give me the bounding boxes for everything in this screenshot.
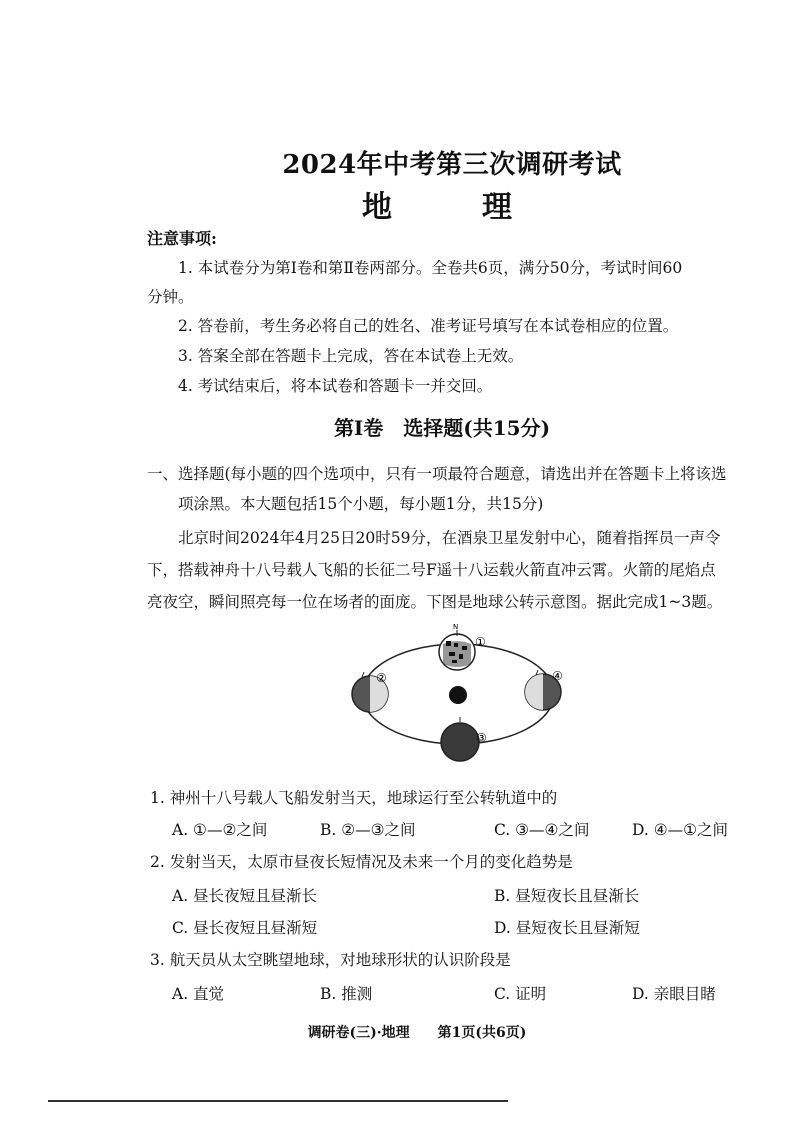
notice-item-4: 4. 考试结束后，将本试卷和答题卡一并交回。 bbox=[178, 377, 493, 395]
earth-position-3 bbox=[441, 717, 487, 761]
position-label-2: ② bbox=[376, 671, 387, 685]
question-3-option-a[interactable]: A. 直觉 bbox=[172, 985, 225, 1003]
question-3-option-d[interactable]: D. 亲眼目睹 bbox=[632, 985, 716, 1003]
passage-line-2: 下，搭载神舟十八号载人飞船的长征二号F遥十八运载火箭直冲云霄。火箭的尾焰点 bbox=[147, 561, 716, 579]
question-2-option-d[interactable]: D. 昼短夜长且昼渐短 bbox=[494, 919, 640, 937]
section-title: 第Ⅰ卷 选择题(共15分) bbox=[333, 416, 551, 440]
earth-position-4 bbox=[525, 669, 563, 710]
notice-item-3: 3. 答案全部在答题卡上完成，答在本试卷上无效。 bbox=[178, 347, 524, 365]
passage-line-3: 亮夜空，瞬间照亮每一位在场者的面庞。下图是地球公转示意图。据此完成1~3题。 bbox=[147, 593, 723, 611]
question-2-option-a[interactable]: A. 昼长夜短且昼渐长 bbox=[172, 887, 318, 905]
position-label-1: ① bbox=[475, 635, 486, 649]
question-1-stem: 1. 神州十八号载人飞船发射当天，地球运行至公转轨道中的 bbox=[150, 789, 558, 807]
question-3-option-c[interactable]: C. 证明 bbox=[494, 985, 547, 1003]
question-2-stem: 2. 发射当天，太原市昼夜长短情况及未来一个月的变化趋势是 bbox=[150, 853, 573, 871]
notice-item-1-line-1: 1. 本试卷分为第Ⅰ卷和第Ⅱ卷两部分。全卷共6页，满分50分，考试时间60 bbox=[178, 259, 683, 277]
passage-line-1: 北京时间2024年4月25日20时59分，在酒泉卫星发射中心，随着指挥员一声令 bbox=[178, 529, 721, 547]
section-instruction-line-2: 项涂黑。本大题包括15个小题，每小题1分，共15分) bbox=[178, 495, 544, 513]
question-2-option-b[interactable]: B. 昼短夜长且昼渐长 bbox=[494, 887, 640, 905]
earth-position-1 bbox=[439, 623, 486, 670]
question-1-option-d[interactable]: D. ④—①之间 bbox=[632, 821, 729, 839]
question-1-option-c[interactable]: C. ③—④之间 bbox=[494, 821, 590, 839]
sun-icon bbox=[449, 686, 467, 704]
subject-title: 地 理 bbox=[362, 190, 542, 225]
question-1-option-a[interactable]: A. ①—②之间 bbox=[172, 821, 268, 839]
earth-revolution-diagram bbox=[340, 622, 580, 772]
notice-item-2: 2. 答卷前，考生务必将自己的姓名、准考证号填写在本试卷相应的位置。 bbox=[178, 317, 679, 335]
position-label-4: ④ bbox=[552, 669, 563, 683]
question-1-option-b[interactable]: B. ②—③之间 bbox=[320, 821, 416, 839]
question-3-option-b[interactable]: B. 推测 bbox=[320, 985, 373, 1003]
earth-position-2 bbox=[352, 671, 388, 712]
bottom-rule bbox=[48, 1100, 508, 1102]
question-3-stem: 3. 航天员从太空眺望地球，对地球形状的认识阶段是 bbox=[150, 951, 511, 969]
exam-title: 2024年中考第三次调研考试 bbox=[282, 150, 622, 180]
position-label-3: ③ bbox=[476, 731, 487, 745]
notice-heading: 注意事项: bbox=[147, 229, 217, 248]
notice-item-1-line-2: 分钟。 bbox=[147, 288, 194, 306]
pole-label-1: N bbox=[453, 623, 459, 631]
page-footer: 调研卷(三)·地理 第1页(共6页) bbox=[307, 1025, 527, 1041]
question-2-option-c[interactable]: C. 昼长夜短且昼渐短 bbox=[172, 919, 318, 937]
section-instruction-line-1: 一、选择题(每小题的四个选项中，只有一项最符合题意，请选出并在答题卡上将该选 bbox=[147, 465, 727, 483]
